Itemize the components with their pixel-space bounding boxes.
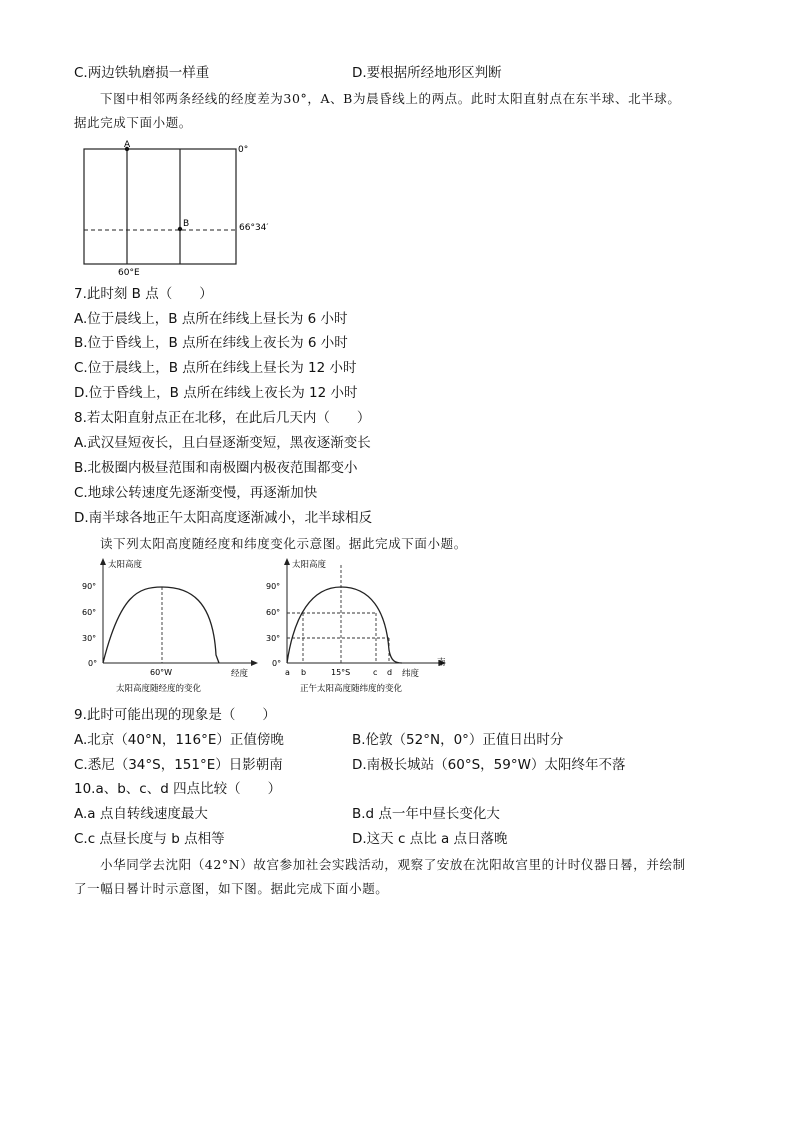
x-tick-b: b [301,668,307,677]
q8-option-c: C.地球公转速度先逐渐变慢，再逐渐加快 [74,485,318,501]
point-b [178,227,182,231]
x-tick-15s: 15°S [331,668,351,677]
y-tick-90: 90° [266,582,281,591]
y-axis-label: 太阳高度 [292,560,327,570]
intro-paragraph-1-line-1: 下图中相邻两条经线的经度差为30°，A、B为晨昏线上的两点。此时太阳直射点在东半球、北半球。 [100,91,681,106]
label-zero-degree: 0° [238,145,249,155]
y-axis-arrow-icon [284,558,290,565]
q10-option-c: C.c 点昼长度与 b 点相等 [74,831,225,847]
x-axis-label: 纬度 [402,669,420,679]
q6-option-c: C.两边铁轨磨损一样重 [74,65,210,81]
y-tick-60: 60° [266,608,281,617]
q10-stem: 10.a、b、c、d 四点比较（ ） [74,781,282,797]
q10-option-d: D.这天 c 点比 a 点日落晚 [352,831,508,847]
label-b: B [183,219,190,229]
q8-option-b: B.北极圈内极昼范围和南极圈内极夜范围都变小 [74,460,358,476]
q7-stem: 7.此时刻 B 点（ ） [74,286,213,302]
q8-stem: 8.若太阳直射点正在北移，在此后几天内（ ） [74,410,371,426]
intro-paragraph-3-line-1: 小华同学去沈阳（42°N）故宫参加社会实践活动，观察了安放在沈阳故宫里的计时仪器日晷，并绘制 [100,857,686,872]
q8-option-d: D.南半球各地正午太阳高度逐渐减小，北半球相反 [74,510,373,526]
y-tick-30: 30° [266,634,281,643]
y-tick-0: 0° [272,659,282,668]
y-tick-60: 60° [82,608,97,617]
x-axis-label: 经度 [231,669,249,679]
altitude-longitude-chart [78,555,268,700]
altitude-latitude-chart [262,555,457,700]
diagram-frame [84,149,236,264]
altitude-curve [103,587,219,663]
q7-option-c: C.位于晨线上，B 点所在纬线上昼长为 12 小时 [74,360,357,376]
x-tick-c: c [373,668,378,677]
y-axis-label: 太阳高度 [108,560,143,570]
q9-option-b: B.伦敦（52°N，0°）正值日出时分 [352,732,564,748]
chart-caption-longitude: 太阳高度随经度的变化 [116,684,202,694]
x-axis-arrow-icon [251,660,258,666]
label-a: A [124,140,131,150]
q8-option-a: A.武汉昼短夜长，且白昼逐渐变短，黑夜逐渐变长 [74,435,371,451]
q6-option-d: D.要根据所经地形区判断 [352,65,502,81]
q9-stem: 9.此时可能出现的现象是（ ） [74,707,276,723]
direction-south-label: 南 [437,658,446,668]
x-tick-a: a [285,668,290,677]
q9-option-c: C.悉尼（34°S，151°E）日影朝南 [74,757,283,773]
q9-option-a: A.北京（40°N，116°E）正值傍晚 [74,732,284,748]
x-tick-d: d [387,668,393,677]
label-60e: 60°E [118,268,140,278]
intro-paragraph-3-line-2: 了一幅日晷计时示意图，如下图。据此完成下面小题。 [74,881,389,896]
q7-option-d: D.位于昏线上，B 点所在纬线上夜长为 12 小时 [74,385,358,401]
label-arctic-latitude: 66°34′ [239,223,269,233]
y-tick-0: 0° [88,659,98,668]
chart-caption-latitude: 正午太阳高度随纬度的变化 [300,684,403,694]
y-tick-90: 90° [82,582,97,591]
intro-paragraph-1-line-2: 据此完成下面小题。 [74,115,192,130]
noon-altitude-curve [287,587,402,663]
intro-paragraph-2: 读下列太阳高度随经度和纬度变化示意图。据此完成下面小题。 [100,536,467,551]
q10-option-a: A.a 点自转线速度最大 [74,806,208,822]
q7-option-b: B.位于昏线上，B 点所在纬线上夜长为 6 小时 [74,335,348,351]
x-tick-60w: 60°W [150,668,173,677]
y-axis-arrow-icon [100,558,106,565]
y-tick-30: 30° [82,634,97,643]
meridian-diagram [74,138,274,278]
q9-option-d: D.南极长城站（60°S，59°W）太阳终年不落 [352,757,626,773]
q7-option-a: A.位于晨线上，B 点所在纬线上昼长为 6 小时 [74,311,348,327]
q10-option-b: B.d 点一年中昼长变化大 [352,806,500,822]
